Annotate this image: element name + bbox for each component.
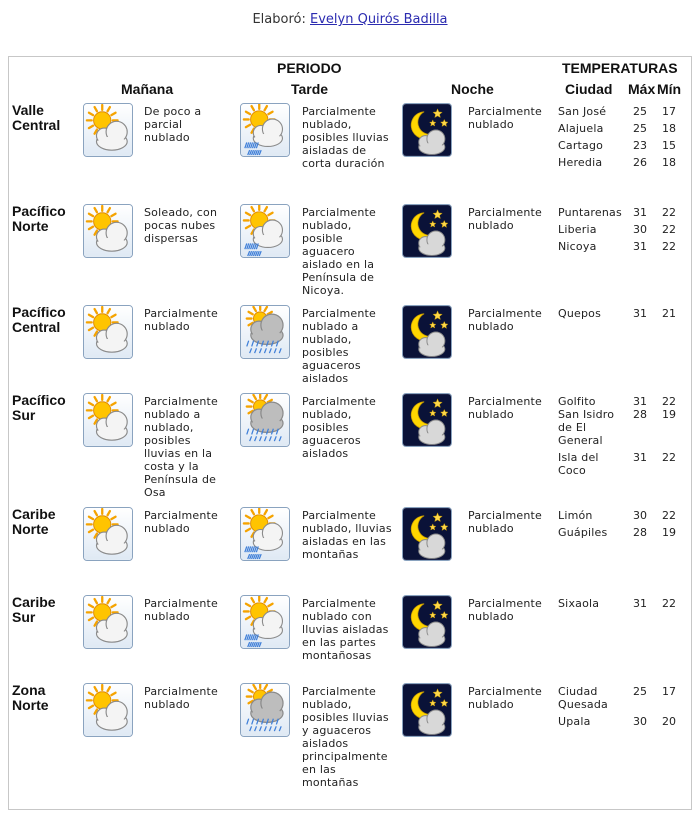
cloud-showers-icon bbox=[240, 305, 290, 359]
city-name: Ciudad Quesada bbox=[558, 685, 608, 711]
city-name: Heredia bbox=[558, 156, 603, 169]
city-name: Alajuela bbox=[558, 122, 604, 135]
afternoon-forecast: Parcialmente nublado, posibles lluvias aisladas de corta duración bbox=[302, 105, 389, 170]
night-forecast: Parcialmente nublado bbox=[468, 307, 542, 333]
city-name: Liberia bbox=[558, 223, 597, 236]
night-forecast: Parcialmente nublado bbox=[468, 395, 542, 421]
sun-cloud-icon bbox=[83, 305, 133, 359]
header-ciudad: Ciudad bbox=[565, 81, 613, 97]
region-name: Pacífico Central bbox=[12, 304, 66, 335]
city-min-temp: 15 bbox=[662, 139, 676, 152]
city-min-temp: 22 bbox=[662, 223, 676, 236]
forecast-table bbox=[8, 56, 692, 810]
night-forecast: Parcialmente nublado bbox=[468, 597, 542, 623]
afternoon-forecast: Parcialmente nublado, posibles aguaceros aislados bbox=[302, 395, 376, 460]
author-link[interactable]: Evelyn Quirós Badilla bbox=[310, 12, 448, 27]
city-max-temp: 28 bbox=[633, 408, 647, 421]
cloud-showers-icon bbox=[240, 393, 290, 447]
morning-forecast: Parcialmente nublado a nublado, posibles lluvias en la costa y la Península de Osa bbox=[144, 395, 218, 499]
region-name: Caribe Sur bbox=[12, 594, 56, 625]
header-periodo: PERIODO bbox=[277, 60, 342, 76]
afternoon-forecast: Parcialmente nublado con lluvias aisladas en las partes montañosas bbox=[302, 597, 389, 662]
city-name: Quepos bbox=[558, 307, 602, 320]
city-max-temp: 31 bbox=[633, 206, 647, 219]
city-min-temp: 22 bbox=[662, 395, 676, 408]
afternoon-forecast: Parcialmente nublado, posible aguacero aislado en la Península de Nicoya. bbox=[302, 206, 376, 297]
moon-cloud-icon bbox=[402, 595, 452, 649]
sun-cloud-icon bbox=[83, 204, 133, 258]
city-min-temp: 17 bbox=[662, 105, 676, 118]
header-tarde: Tarde bbox=[291, 81, 329, 97]
morning-forecast: De poco a parcial nublado bbox=[144, 105, 202, 144]
region-name: Zona Norte bbox=[12, 682, 49, 713]
city-name: San Isidro de El General bbox=[558, 408, 615, 447]
sun-cloud-rain-icon bbox=[240, 103, 290, 157]
sun-cloud-rain-icon bbox=[240, 595, 290, 649]
city-name: Upala bbox=[558, 715, 591, 728]
region-name: Pacífico Norte bbox=[12, 203, 66, 234]
moon-cloud-icon bbox=[402, 305, 452, 359]
moon-cloud-icon bbox=[402, 103, 452, 157]
sun-cloud-icon bbox=[83, 507, 133, 561]
city-max-temp: 31 bbox=[633, 451, 647, 464]
sun-cloud-rain-icon bbox=[240, 204, 290, 258]
city-min-temp: 19 bbox=[662, 526, 676, 539]
city-min-temp: 22 bbox=[662, 597, 676, 610]
city-name: Isla del Coco bbox=[558, 451, 599, 477]
city-max-temp: 30 bbox=[633, 509, 647, 522]
city-min-temp: 18 bbox=[662, 122, 676, 135]
credit-line bbox=[0, 12, 700, 27]
cloud-showers-icon bbox=[240, 683, 290, 737]
region-name: Caribe Norte bbox=[12, 506, 56, 537]
morning-forecast: Parcialmente nublado bbox=[144, 307, 218, 333]
night-forecast: Parcialmente nublado bbox=[468, 685, 542, 711]
sun-cloud-icon bbox=[83, 393, 133, 447]
city-min-temp: 19 bbox=[662, 408, 676, 421]
morning-forecast: Parcialmente nublado bbox=[144, 509, 218, 535]
city-max-temp: 31 bbox=[633, 307, 647, 320]
city-name: Limón bbox=[558, 509, 593, 522]
header-noche: Noche bbox=[451, 81, 494, 97]
city-name: Golfito bbox=[558, 395, 596, 408]
region-name: Valle Central bbox=[12, 102, 61, 133]
header-max: Máx bbox=[628, 81, 656, 97]
city-min-temp: 22 bbox=[662, 206, 676, 219]
city-name: Sixaola bbox=[558, 597, 600, 610]
city-min-temp: 17 bbox=[662, 685, 676, 698]
header-manana: Mañana bbox=[121, 81, 174, 97]
sun-cloud-rain-icon bbox=[240, 507, 290, 561]
sun-cloud-icon bbox=[83, 103, 133, 157]
night-forecast: Parcialmente nublado bbox=[468, 105, 542, 131]
morning-forecast: Parcialmente nublado bbox=[144, 685, 218, 711]
city-max-temp: 31 bbox=[633, 395, 647, 408]
city-max-temp: 31 bbox=[633, 240, 647, 253]
moon-cloud-icon bbox=[402, 683, 452, 737]
night-forecast: Parcialmente nublado bbox=[468, 509, 542, 535]
header-min: Mín bbox=[657, 81, 682, 97]
morning-forecast: Parcialmente nublado bbox=[144, 597, 218, 623]
city-max-temp: 25 bbox=[633, 122, 647, 135]
city-min-temp: 21 bbox=[662, 307, 676, 320]
morning-forecast: Soleado, con pocas nubes dispersas bbox=[144, 206, 218, 245]
header-temperaturas: TEMPERATURAS bbox=[562, 60, 678, 76]
credit-label: Elaboró: bbox=[252, 12, 306, 27]
afternoon-forecast: Parcialmente nublado, posibles lluvias y aguaceros aislados principalmente en las montañas bbox=[302, 685, 389, 789]
moon-cloud-icon bbox=[402, 393, 452, 447]
city-max-temp: 25 bbox=[633, 685, 647, 698]
afternoon-forecast: Parcialmente nublado, lluvias aisladas en las montañas bbox=[302, 509, 392, 561]
moon-cloud-icon bbox=[402, 507, 452, 561]
city-max-temp: 31 bbox=[633, 597, 647, 610]
afternoon-forecast: Parcialmente nublado a nublado, posibles aguaceros aislados bbox=[302, 307, 376, 385]
city-min-temp: 22 bbox=[662, 509, 676, 522]
city-max-temp: 28 bbox=[633, 526, 647, 539]
moon-cloud-icon bbox=[402, 204, 452, 258]
city-name: Nicoya bbox=[558, 240, 597, 253]
city-max-temp: 26 bbox=[633, 156, 647, 169]
city-max-temp: 30 bbox=[633, 715, 647, 728]
city-name: Puntarenas bbox=[558, 206, 622, 219]
sun-cloud-icon bbox=[83, 595, 133, 649]
city-min-temp: 22 bbox=[662, 240, 676, 253]
city-min-temp: 18 bbox=[662, 156, 676, 169]
city-max-temp: 25 bbox=[633, 105, 647, 118]
sun-cloud-icon bbox=[83, 683, 133, 737]
city-name: Cartago bbox=[558, 139, 604, 152]
city-min-temp: 22 bbox=[662, 451, 676, 464]
city-name: Guápiles bbox=[558, 526, 608, 539]
city-min-temp: 20 bbox=[662, 715, 676, 728]
region-name: Pacífico Sur bbox=[12, 392, 66, 423]
city-name: San José bbox=[558, 105, 607, 118]
city-max-temp: 23 bbox=[633, 139, 647, 152]
night-forecast: Parcialmente nublado bbox=[468, 206, 542, 232]
city-max-temp: 30 bbox=[633, 223, 647, 236]
